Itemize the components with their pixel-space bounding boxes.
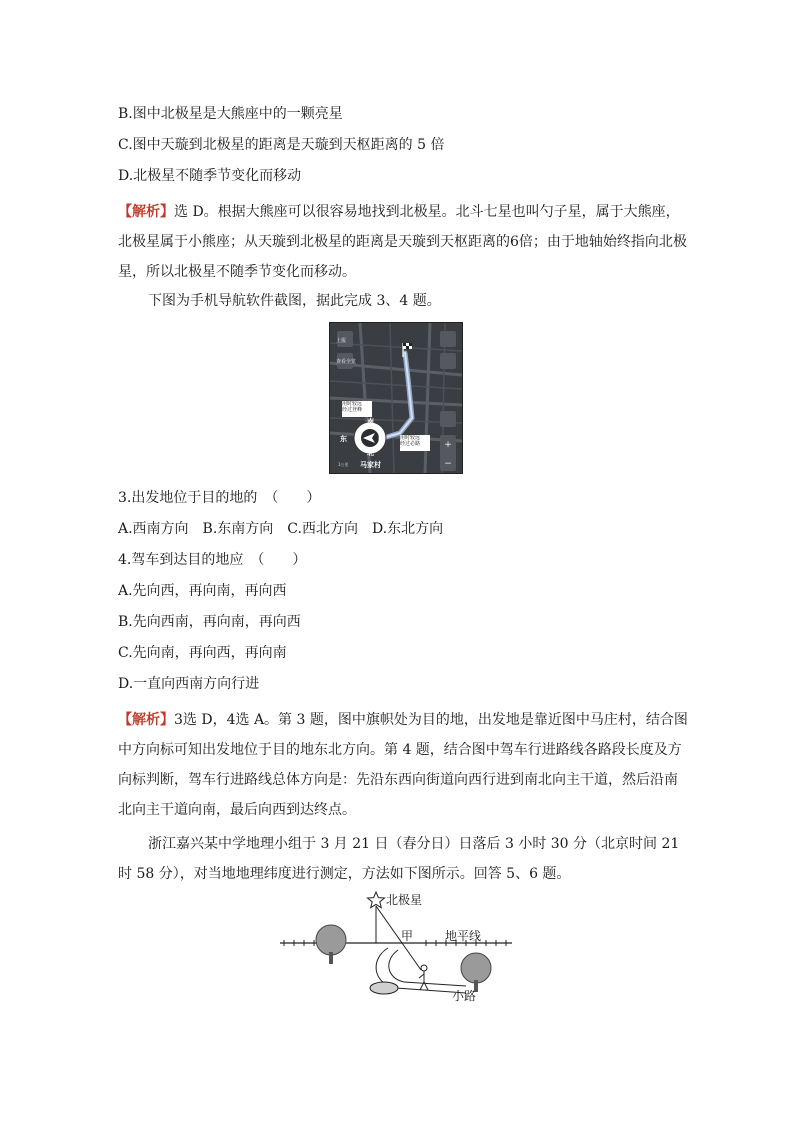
analysis-tag: 【解析】 <box>118 712 174 728</box>
map-label-top-left: 上报 <box>336 338 347 344</box>
compass-east-label: 东 <box>340 434 347 443</box>
question-4-stem: 4.驾车到达目的地应 （ ） <box>118 552 307 568</box>
intro-q5-q6: 浙江嘉兴某中学地理小组于 3 月 21 日（春分日）日落后 3 小时 30 分（北京时间 21 时 58 分），对当地地理纬度进行测定，方法如下图所示。回答 5、6 题。 <box>118 836 680 882</box>
analysis-2 <box>118 705 688 825</box>
compass-west-label: 西 <box>378 434 385 443</box>
navigation-map-image <box>329 322 463 474</box>
analysis-text: 3选 D，4选 A。第 3 题，图中旗帜处为目的地，出发地是靠近图中马庄村，结合图中方向标可知出发地位于目的地东北方向。第 4 题，结合图中驾车行进路线各路段长度及方向标判断，驾车行进路线总体方向是：先沿东西向街道向西行进到南北向主干道，然后沿南北向主干道向南，最后向西到达终点。 <box>118 712 688 818</box>
option-2b: B.图中北极星是大熊座中的一颗亮星 <box>118 106 343 122</box>
question-3-stem: 3.出发地位于目的地的 （ ） <box>118 490 321 506</box>
map-village-label: 马家村 <box>360 460 381 469</box>
analysis-tag: 【解析】 <box>118 204 174 220</box>
map-label-overview: 查看全览 <box>336 359 357 365</box>
option-4a: A.先向西，再向南，再向西 <box>118 583 287 599</box>
option-2c: C.图中天璇到北极星的距离是天璇到天枢距离的 5 倍 <box>118 137 445 153</box>
compass-north-label: 北 <box>367 448 374 457</box>
option-2d: D.北极星不随季节变化而移动 <box>118 168 302 184</box>
horizon-label: 地平线 <box>445 929 482 943</box>
analysis-text: 选 D。根据大熊座可以很容易地找到北极星。北斗七星也叫勺子星，属于大熊座，北极星属于小熊座；从天璇到北极星的距离是天璇到天枢距离的6倍；由于地轴始终指向北极星，所以北极星不随季节变化而移动。 <box>118 204 687 280</box>
compass-south-label: 南 <box>367 417 374 426</box>
path-label: 小路 <box>452 989 477 1003</box>
option-4d: D.一直向西南方向行进 <box>118 676 260 692</box>
jia-label: 甲 <box>401 929 414 943</box>
analysis-1 <box>118 197 688 287</box>
option-4b: B.先向西南，再向南，再向西 <box>118 614 301 630</box>
intro-q3-q4: 下图为手机导航软件截图，据此完成 3、4 题。 <box>148 293 441 309</box>
option-4c: C.先向南，再向西，再向南 <box>118 645 287 661</box>
map-route-label-2: 用时较远 经过必路 <box>400 435 421 447</box>
svg-text:+: + <box>444 440 452 450</box>
question-3-options: A.西南方向 B.东南方向 C.西北方向 D.东北方向 <box>118 521 444 537</box>
star-icon <box>368 892 385 908</box>
tree-icon <box>316 925 346 964</box>
svg-text:−: − <box>444 459 452 469</box>
polaris-label: 北极星 <box>386 893 423 907</box>
map-route-label-1: 用时较远 经过登峰 <box>342 401 363 413</box>
map-scale-label: 1公里 <box>338 462 349 467</box>
